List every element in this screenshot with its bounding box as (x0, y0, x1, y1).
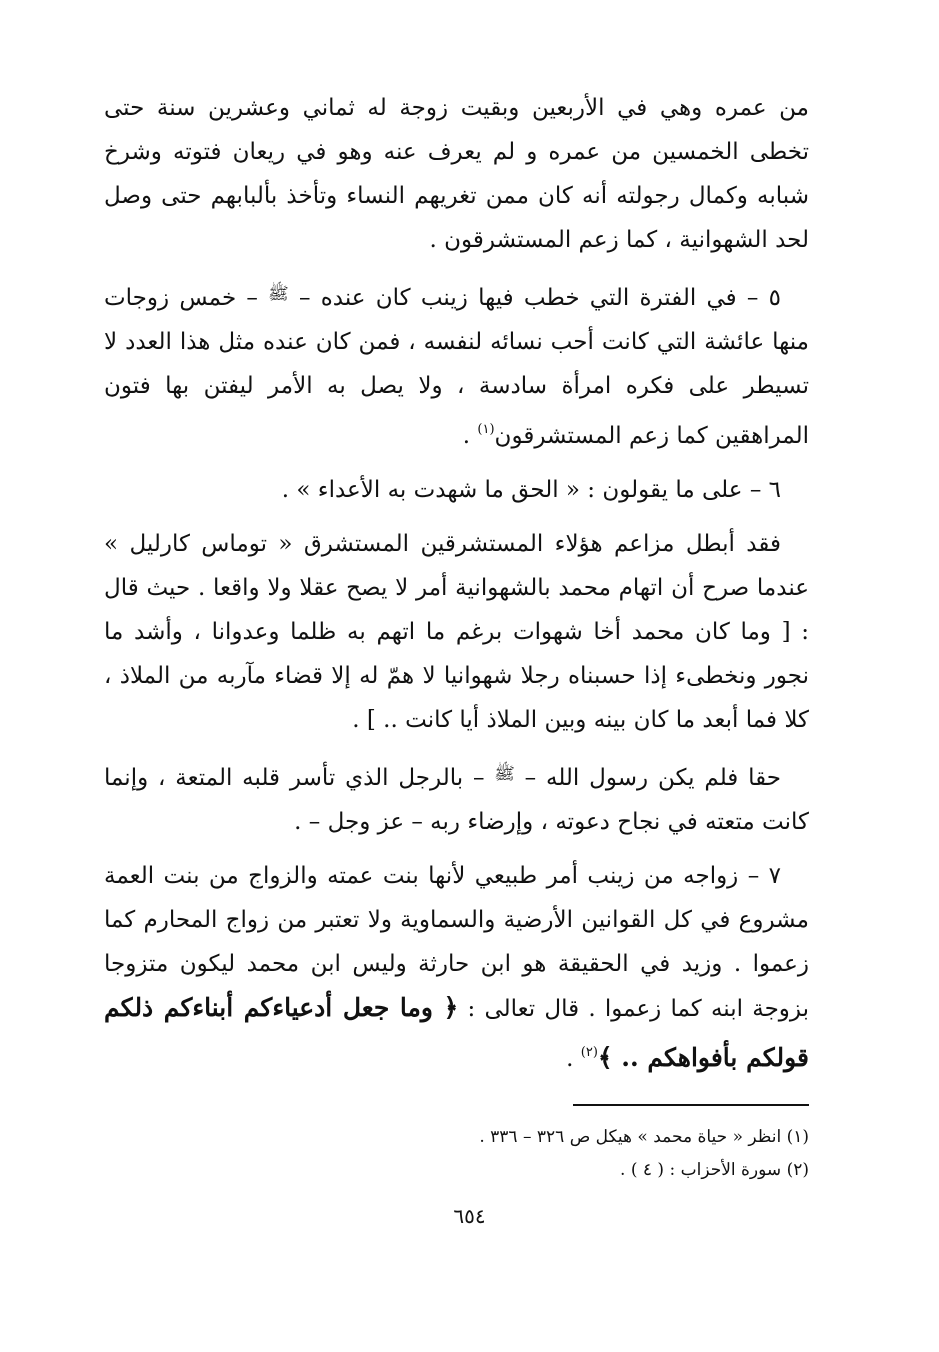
paragraph-2-text-end: – خمس زوجات منها عائشة التي كانت أحب نسائه لنفسه ، فمن كان عنده مثل هذا العدد لا تسيطر على فكره امرأة سادسة ، ولا يصل به الأمر ليفتن بها فتون المراهقين كما زعم المستشرقون (104, 285, 809, 449)
paragraph-5-text-start: حقا فلم يكن رسول الله – (524, 765, 781, 791)
paragraph-5 (104, 752, 809, 844)
page-number: ٦٥٤ (453, 1204, 486, 1228)
paragraph-3: ٦ – على ما يقولون : « الحق ما شهدت به الأعداء » . (281, 477, 781, 503)
paragraph-2 (104, 272, 809, 458)
footnote-1: (١) انظر « حياة محمد » هيكل ص ٣٢٦ – ٣٣٦ . (479, 1127, 809, 1147)
paragraph-4: فقد أبطل مزاعم هؤلاء المستشرقين المستشرق « توماس كارليل » عندما صرح أن اتهام محمد بالشهوانية أمر لا يصح عقلا ولا واقعا . حيث قال : [ وما كان محمد أخا شهوات برغم ما اتهم به ظلما وعدوانا ، وأشد ما نجور ونخطىء إذا حسبناه رجلا شهوانيا لا همّ له إلا قضاء مآربه من الملاذ ، كلا فما أبعد ما كان بينه وبين الملاذ أيا كانت .. ] . (104, 531, 809, 733)
honorific-symbol: ﷺ (268, 284, 289, 304)
quran-verse: ﴿ وما جعل أدعياءكم أبناءكم ذلكم قولكم بأفواهكم .. ﴾ (104, 993, 809, 1072)
footnote-2: (٢) سورة الأحزاب : ( ٤ ) . (620, 1160, 809, 1180)
paragraph-2-text-start: ٥ – في الفترة التي خطب فيها زينب كان عنده – (298, 285, 782, 311)
paragraph-2-period: . (462, 423, 478, 449)
paragraph-6 (104, 854, 809, 1081)
paragraph-6-text: ٧ – زواجه من زينب أمر طبيعي لأنها بنت عمته والزواج من بنت العمة مشروع في كل القوانين الأرضية والسماوية ولا تعتبر من زواج المحارم كما زعموا . وزيد في الحقيقة هو ابن حارثة وليس ابن محمد ليكون متزوجا بزوجة ابنه كما زعموا . قال تعالى : (104, 863, 810, 1022)
paragraph-1: من عمره وهي في الأربعين وبقيت زوجة له ثماني وعشرين سنة حتى تخطى الخمسين من عمره و لم يعرف عنه وهو في ريعان فتوته وشرخ شبابه وكمال رجولته أنه كان ممن تغريهم النساء وتأخذ بألبابهم حتى وصل لحد الشهوانية ، كما زعم المستشرقون . (104, 95, 809, 253)
honorific-symbol: ﷺ (494, 764, 515, 784)
paragraph-5-text-end: – بالرجل الذي تأسر قلبه المتعة ، وإنما كانت متعته في نجاح دعوته ، وإرضاء ربه – عز وجل – . (104, 765, 809, 835)
footnote-ref-2[interactable]: (٢) (580, 1045, 598, 1060)
page-body (104, 86, 809, 1091)
footnote-divider (573, 1104, 809, 1106)
footnotes (104, 1121, 809, 1187)
footnote-ref-1[interactable]: (١) (477, 422, 495, 437)
paragraph-6-period: . (566, 1046, 581, 1072)
